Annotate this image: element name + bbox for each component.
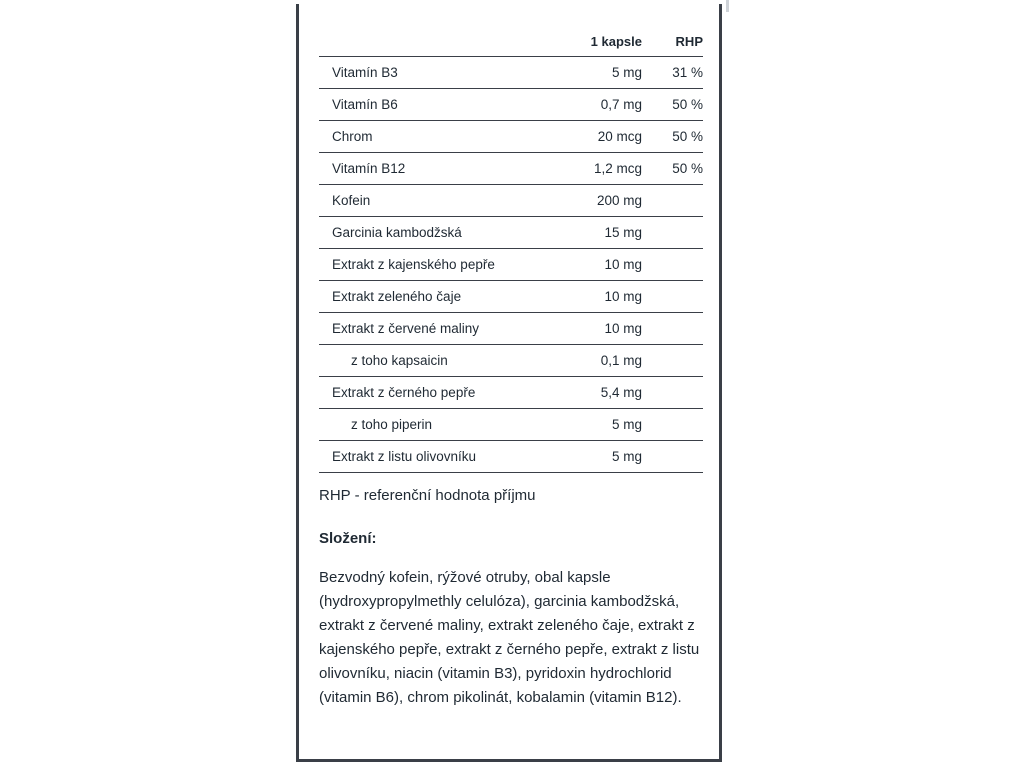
ingredient-name: z toho piperin [351, 417, 433, 432]
ingredient-amount: 5 mg [611, 417, 642, 432]
table-row [319, 89, 703, 121]
table-row [319, 185, 703, 217]
header-per-capsule: 1 kapsle [590, 33, 642, 49]
ingredient-name: Extrakt z kajenského pepře [332, 257, 495, 272]
table-row [319, 281, 703, 313]
table-row [319, 377, 703, 409]
ingredient-name: Extrakt z černého pepře [332, 385, 476, 400]
corner-mark [726, 0, 729, 12]
ingredient-name: Vitamín B6 [332, 97, 398, 112]
table-body [319, 57, 703, 473]
table-row [319, 121, 703, 153]
ingredient-name: Vitamín B3 [332, 65, 398, 80]
ingredient-amount: 10 mg [604, 289, 642, 304]
ingredient-amount: 10 mg [604, 321, 642, 336]
ingredient-rhp: 50 % [672, 97, 703, 112]
table-row [319, 313, 703, 345]
nutrition-panel [296, 4, 722, 762]
composition-heading: Složení: [319, 530, 377, 547]
composition-text: Bezvodný kofein, rýžové otruby, obal kapsle (hydroxypropylmethly celulóza), garcinia kambodžská, extrakt z červené maliny, extrakt zeleného čaje, extrakt z kajenského pepře, extrakt z černého pepře, extrakt z listu olivovníku, niacin (vitamin B3), pyridoxin hydrochlorid (vitamin B6), chrom pikolinát, kobalamin (vitamin B12). [319, 569, 700, 706]
table-row [319, 441, 703, 473]
ingredient-name: Chrom [332, 129, 373, 144]
table-row [319, 153, 703, 185]
ingredient-name: z toho kapsaicin [351, 353, 448, 368]
table-header [319, 26, 703, 57]
ingredient-name: Extrakt z červené maliny [332, 321, 480, 336]
nutrition-table [319, 26, 703, 473]
ingredient-name: Extrakt zeleného čaje [332, 289, 462, 304]
table-row [319, 217, 703, 249]
ingredient-amount: 1,2 mcg [593, 161, 642, 176]
ingredient-amount: 10 mg [604, 257, 642, 272]
table-row [319, 345, 703, 377]
table-row [319, 409, 703, 441]
ingredient-amount: 15 mg [604, 225, 642, 240]
ingredient-amount: 20 mcg [597, 129, 642, 144]
ingredient-rhp: 50 % [672, 161, 703, 176]
ingredient-name: Kofein [332, 193, 371, 208]
header-rhp: RHP [675, 33, 703, 49]
ingredient-amount: 5 mg [611, 449, 642, 464]
ingredient-name: Garcinia kambodžská [332, 225, 462, 240]
ingredient-amount: 200 mg [596, 193, 642, 208]
ingredient-amount: 0,1 mg [600, 353, 642, 368]
ingredient-amount: 5 mg [611, 65, 642, 80]
ingredient-amount: 0,7 mg [600, 97, 642, 112]
ingredient-name: Extrakt z listu olivovníku [332, 449, 477, 464]
ingredient-rhp: 50 % [672, 129, 703, 144]
rhp-note: RHP - referenční hodnota příjmu [319, 487, 536, 504]
table-row [319, 57, 703, 89]
ingredient-amount: 5,4 mg [600, 385, 642, 400]
ingredient-rhp: 31 % [672, 65, 703, 80]
ingredient-name: Vitamín B12 [332, 161, 406, 176]
table-row [319, 249, 703, 281]
